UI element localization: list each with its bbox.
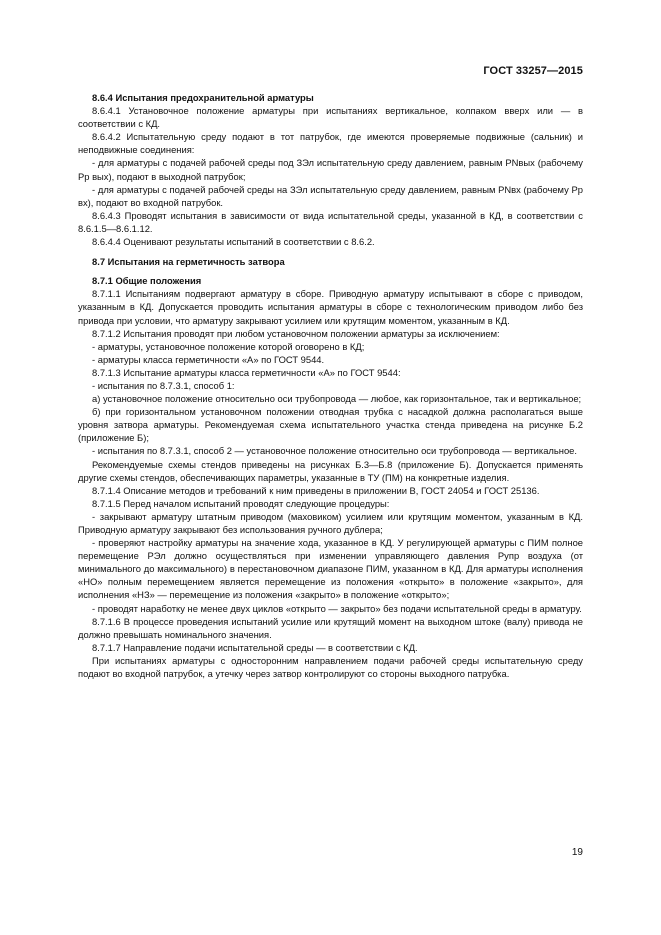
section-heading-8-7: 8.7 Испытания на герметичность затвора	[92, 256, 285, 268]
list-item: - для арматуры с подачей рабочей среды под ЗЭл испытательную среду давлением, равным PNвых (рабочему Pр вых), подают в выходной патрубок;	[78, 157, 583, 182]
paragraph: 8.7.1.2 Испытания проводят при любом установочном положении арматуры за исключением:	[92, 327, 500, 339]
document-body	[78, 91, 583, 680]
list-item: - арматуры класса герметичности «А» по ГОСТ 9544.	[92, 353, 325, 365]
list-item: - для арматуры с подачей рабочей среды на ЗЭл испытательную среду давлением, равным PNвх (рабочему Pр вх), подают во входной патрубок.	[78, 183, 583, 208]
paragraph: 8.7.1.3 Испытание арматуры класса герметичности «А» по ГОСТ 9544:	[92, 366, 401, 378]
section-heading-8-7-1: 8.7.1 Общие положения	[92, 275, 202, 287]
paragraph: 8.6.4.3 Проводят испытания в зависимости от вида испытательной среды, указанной в КД, в соответствии с 8.6.1.5—8.6.1.12.	[78, 209, 583, 234]
paragraph: 8.7.1.4 Описание методов и требований к ним приведены в приложении В, ГОСТ 24054 и ГОСТ 25136.	[92, 484, 540, 496]
paragraph: 8.6.4.1 Установочное положение арматуры при испытаниях вертикальное, колпаком вверх или — в соответствии с КД.	[78, 105, 583, 130]
paragraph: Рекомендуемые схемы стендов приведены на рисунках Б.3—Б.8 (приложение Б). Допускается применять другие схемы стендов, обеспечивающих параметры, указанные в ТУ (ПМ) на конкретные изделия.	[78, 458, 583, 483]
paragraph: 8.6.4.4 Оценивают результаты испытаний в соответствии с 8.6.2.	[92, 236, 375, 248]
paragraph: 8.6.4.2 Испытательную среду подают в тот патрубок, где имеются проверяемые подвижные (сальник) и неподвижные соединения:	[78, 131, 583, 156]
paragraph: 8.7.1.5 Перед началом испытаний проводят следующие процедуры:	[92, 497, 390, 509]
paragraph: 8.7.1.7 Направление подачи испытательной среды — в соответствии с КД.	[92, 641, 418, 653]
list-item: - испытания по 8.7.3.1, способ 2 — установочное положение относительно оси трубопровода — вертикальное.	[92, 445, 577, 457]
document-code: ГОСТ 33257—2015	[483, 65, 583, 77]
list-item: - проводят наработку не менее двух циклов «открыто — закрыто» без подачи испытательной среды в арматуру.	[92, 602, 582, 614]
paragraph: При испытаниях арматуры с односторонним направлением подачи рабочей среды испытательную среду подают во входной патрубок, а утечку через затвор контролируют со стороны выходного патрубка.	[78, 654, 583, 680]
list-item: - арматуры, установочное положение которой оговорено в КД;	[92, 340, 365, 352]
list-item: б) при горизонтальном установочном положении отводная трубка с насадкой должна располагаться выше уровня затвора арматуры. Рекомендуемая схема испытательного участка стенда приведена на рисунке Б.2 (приложение Б);	[78, 406, 583, 444]
paragraph: 8.7.1.1 Испытаниям подвергают арматуру в сборе. Приводную арматуру испытывают в сборе с приводом, указанным в КД. Допускается проводить испытания арматуры в сборе с технологическим приводом либо без привода при условии, что арматуру закрывают усилием или крутящим моментом, указанным в КД.	[78, 288, 583, 326]
list-item: - проверяют настройку арматуры на значение хода, указанное в КД. У регулирующей арматуры с ПИМ полное перемещение РЭл должно осуществляться при изменении управляющего давления Pупр воздуха (от минимального до максимального) в перестановочном диапазоне ПИМ, указанном в КД. Для арматуры исполнения «НО» полным перемещением является перемещение из положения «открыто» в положение «закрыто», для исполнения «НЗ» — перемещение из положения «закрыто» в положение «открыто»;	[78, 537, 583, 601]
list-item: - испытания по 8.7.3.1, способ 1:	[92, 379, 235, 391]
list-item: - закрывают арматуру штатным приводом (маховиком) усилием или крутящим моментом, указанным в КД. Приводную арматуру закрывают без использования ручного дублера;	[78, 510, 583, 535]
list-item: а) установочное положение относительно оси трубопровода — любое, как горизонтальное, так и вертикальное;	[92, 393, 582, 405]
paragraph: 8.7.1.6 В процессе проведения испытаний усилие или крутящий момент на выходном штоке (валу) привода не должно превышать номинального значения.	[78, 615, 583, 640]
page-number: 19	[571, 847, 583, 858]
section-heading-8-6-4: 8.6.4 Испытания предохранительной арматуры	[92, 92, 314, 103]
